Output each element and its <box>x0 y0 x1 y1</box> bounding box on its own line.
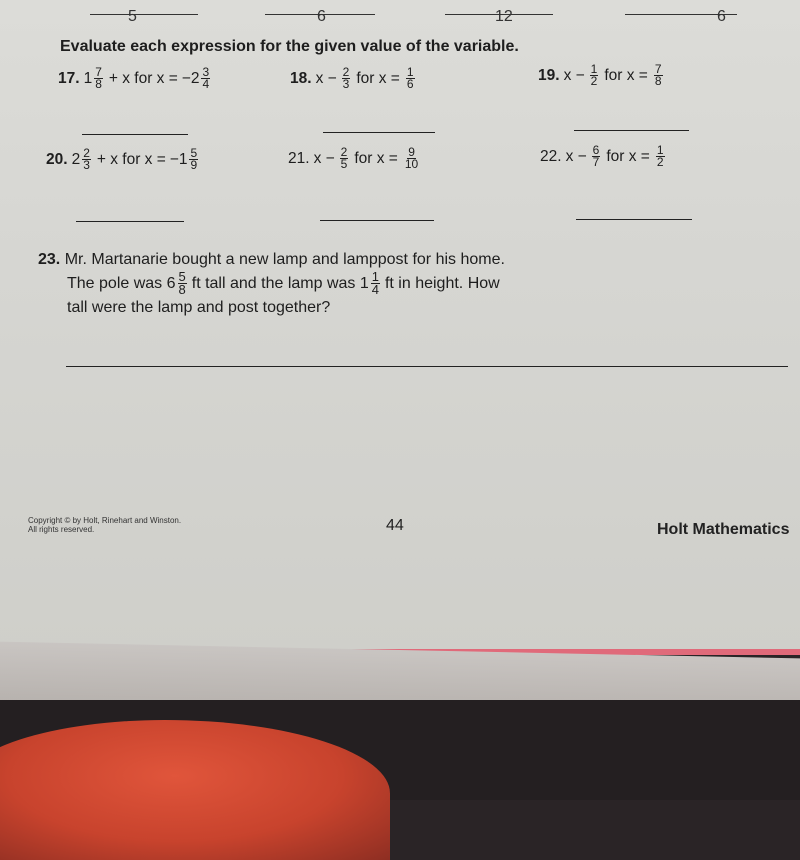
fraction: $\frac{7}{8}$ <box>95 65 102 91</box>
previous-answer-line <box>445 8 553 25</box>
problem-number: 23. <box>38 251 61 268</box>
copyright-notice: Copyright © by Holt, Rinehart and Winston. All rights reserved. <box>28 516 182 534</box>
problem-20 <box>46 148 200 171</box>
problem-23 <box>38 248 505 319</box>
problem-number: 22. <box>540 147 562 165</box>
fraction: $\frac{1}{2}$ <box>590 62 598 88</box>
instructions: Evaluate each expression for the given value of the variable. <box>60 38 519 55</box>
problem-17 <box>58 67 212 90</box>
previous-answer-line <box>625 8 737 25</box>
answer-line[interactable] <box>76 221 184 222</box>
mixed-whole: 1 <box>83 69 93 87</box>
fraction: $\frac{2}{5}$ <box>340 145 348 171</box>
problem-number: 18. <box>290 69 312 87</box>
expression-text: for x = <box>356 69 400 87</box>
problem-23-line-2 <box>38 271 505 296</box>
answer-line[interactable] <box>574 130 689 131</box>
previous-answer-line <box>90 8 198 25</box>
problem-number: 17. <box>58 69 80 87</box>
fraction: $\frac{1}{2}$ <box>656 143 664 169</box>
answer-line[interactable] <box>576 219 692 220</box>
fraction: $\frac{7}{8}$ <box>654 62 662 88</box>
page-number: 44 <box>386 517 404 534</box>
fraction: $\frac{2}{3}$ <box>83 146 90 172</box>
expression-text: + x for x = <box>96 150 166 168</box>
problem-22 <box>540 145 667 168</box>
previous-fragment: 6 <box>317 8 326 25</box>
value-sign: −2 <box>181 69 200 87</box>
problem-number: 19. <box>538 66 560 84</box>
value-sign: −1 <box>169 150 188 168</box>
expression-text: for x = <box>604 66 648 84</box>
answer-line-23[interactable] <box>66 366 788 367</box>
fraction: $\frac{3}{4}$ <box>202 65 210 91</box>
answer-line[interactable] <box>320 220 434 221</box>
publisher-brand: Holt Mathematics <box>657 521 790 538</box>
problem-number: 20. <box>46 150 68 168</box>
problem-18 <box>290 67 417 90</box>
fraction: $\frac{1}{6}$ <box>406 65 414 91</box>
problem-number: 21. <box>288 149 310 167</box>
fraction: $\frac{5}{9}$ <box>190 146 198 172</box>
answer-line[interactable] <box>323 132 435 133</box>
problem-19 <box>538 64 665 87</box>
fraction: $\frac{2}{3}$ <box>342 65 350 91</box>
expression-text: for x = <box>354 149 398 167</box>
problem-21 <box>288 147 421 170</box>
problem-text: Mr. Martanarie bought a new lamp and lamppost for his home. <box>64 251 505 268</box>
expression-text: x − <box>565 147 587 165</box>
fraction: $\frac{9}{10}$ <box>404 145 419 171</box>
problem-23-line-3: tall were the lamp and post together? <box>67 299 331 316</box>
previous-answer-line <box>265 8 375 25</box>
expression-text: + x for x = <box>108 69 178 87</box>
fraction: $\frac{1}{4}$ <box>371 269 379 297</box>
mixed-whole: 2 <box>71 150 81 168</box>
problem-text: ft tall and the lamp was 1 <box>191 275 369 292</box>
expression-text: x − <box>313 149 335 167</box>
expression-text: x − <box>315 69 337 87</box>
problem-23-line-1 <box>38 248 505 271</box>
answer-line[interactable] <box>82 134 188 135</box>
problem-text: The pole was 6 <box>67 275 176 292</box>
previous-fragment: 6 <box>717 8 726 25</box>
previous-fragment: 5 <box>128 8 137 25</box>
problem-text: ft in height. How <box>384 275 500 292</box>
expression-text: x − <box>563 66 585 84</box>
previous-fragment: 12 <box>495 8 513 25</box>
expression-text: for x = <box>606 147 650 165</box>
fraction: $\frac{5}{8}$ <box>178 269 186 297</box>
fraction: $\frac{6}{7}$ <box>592 143 600 169</box>
